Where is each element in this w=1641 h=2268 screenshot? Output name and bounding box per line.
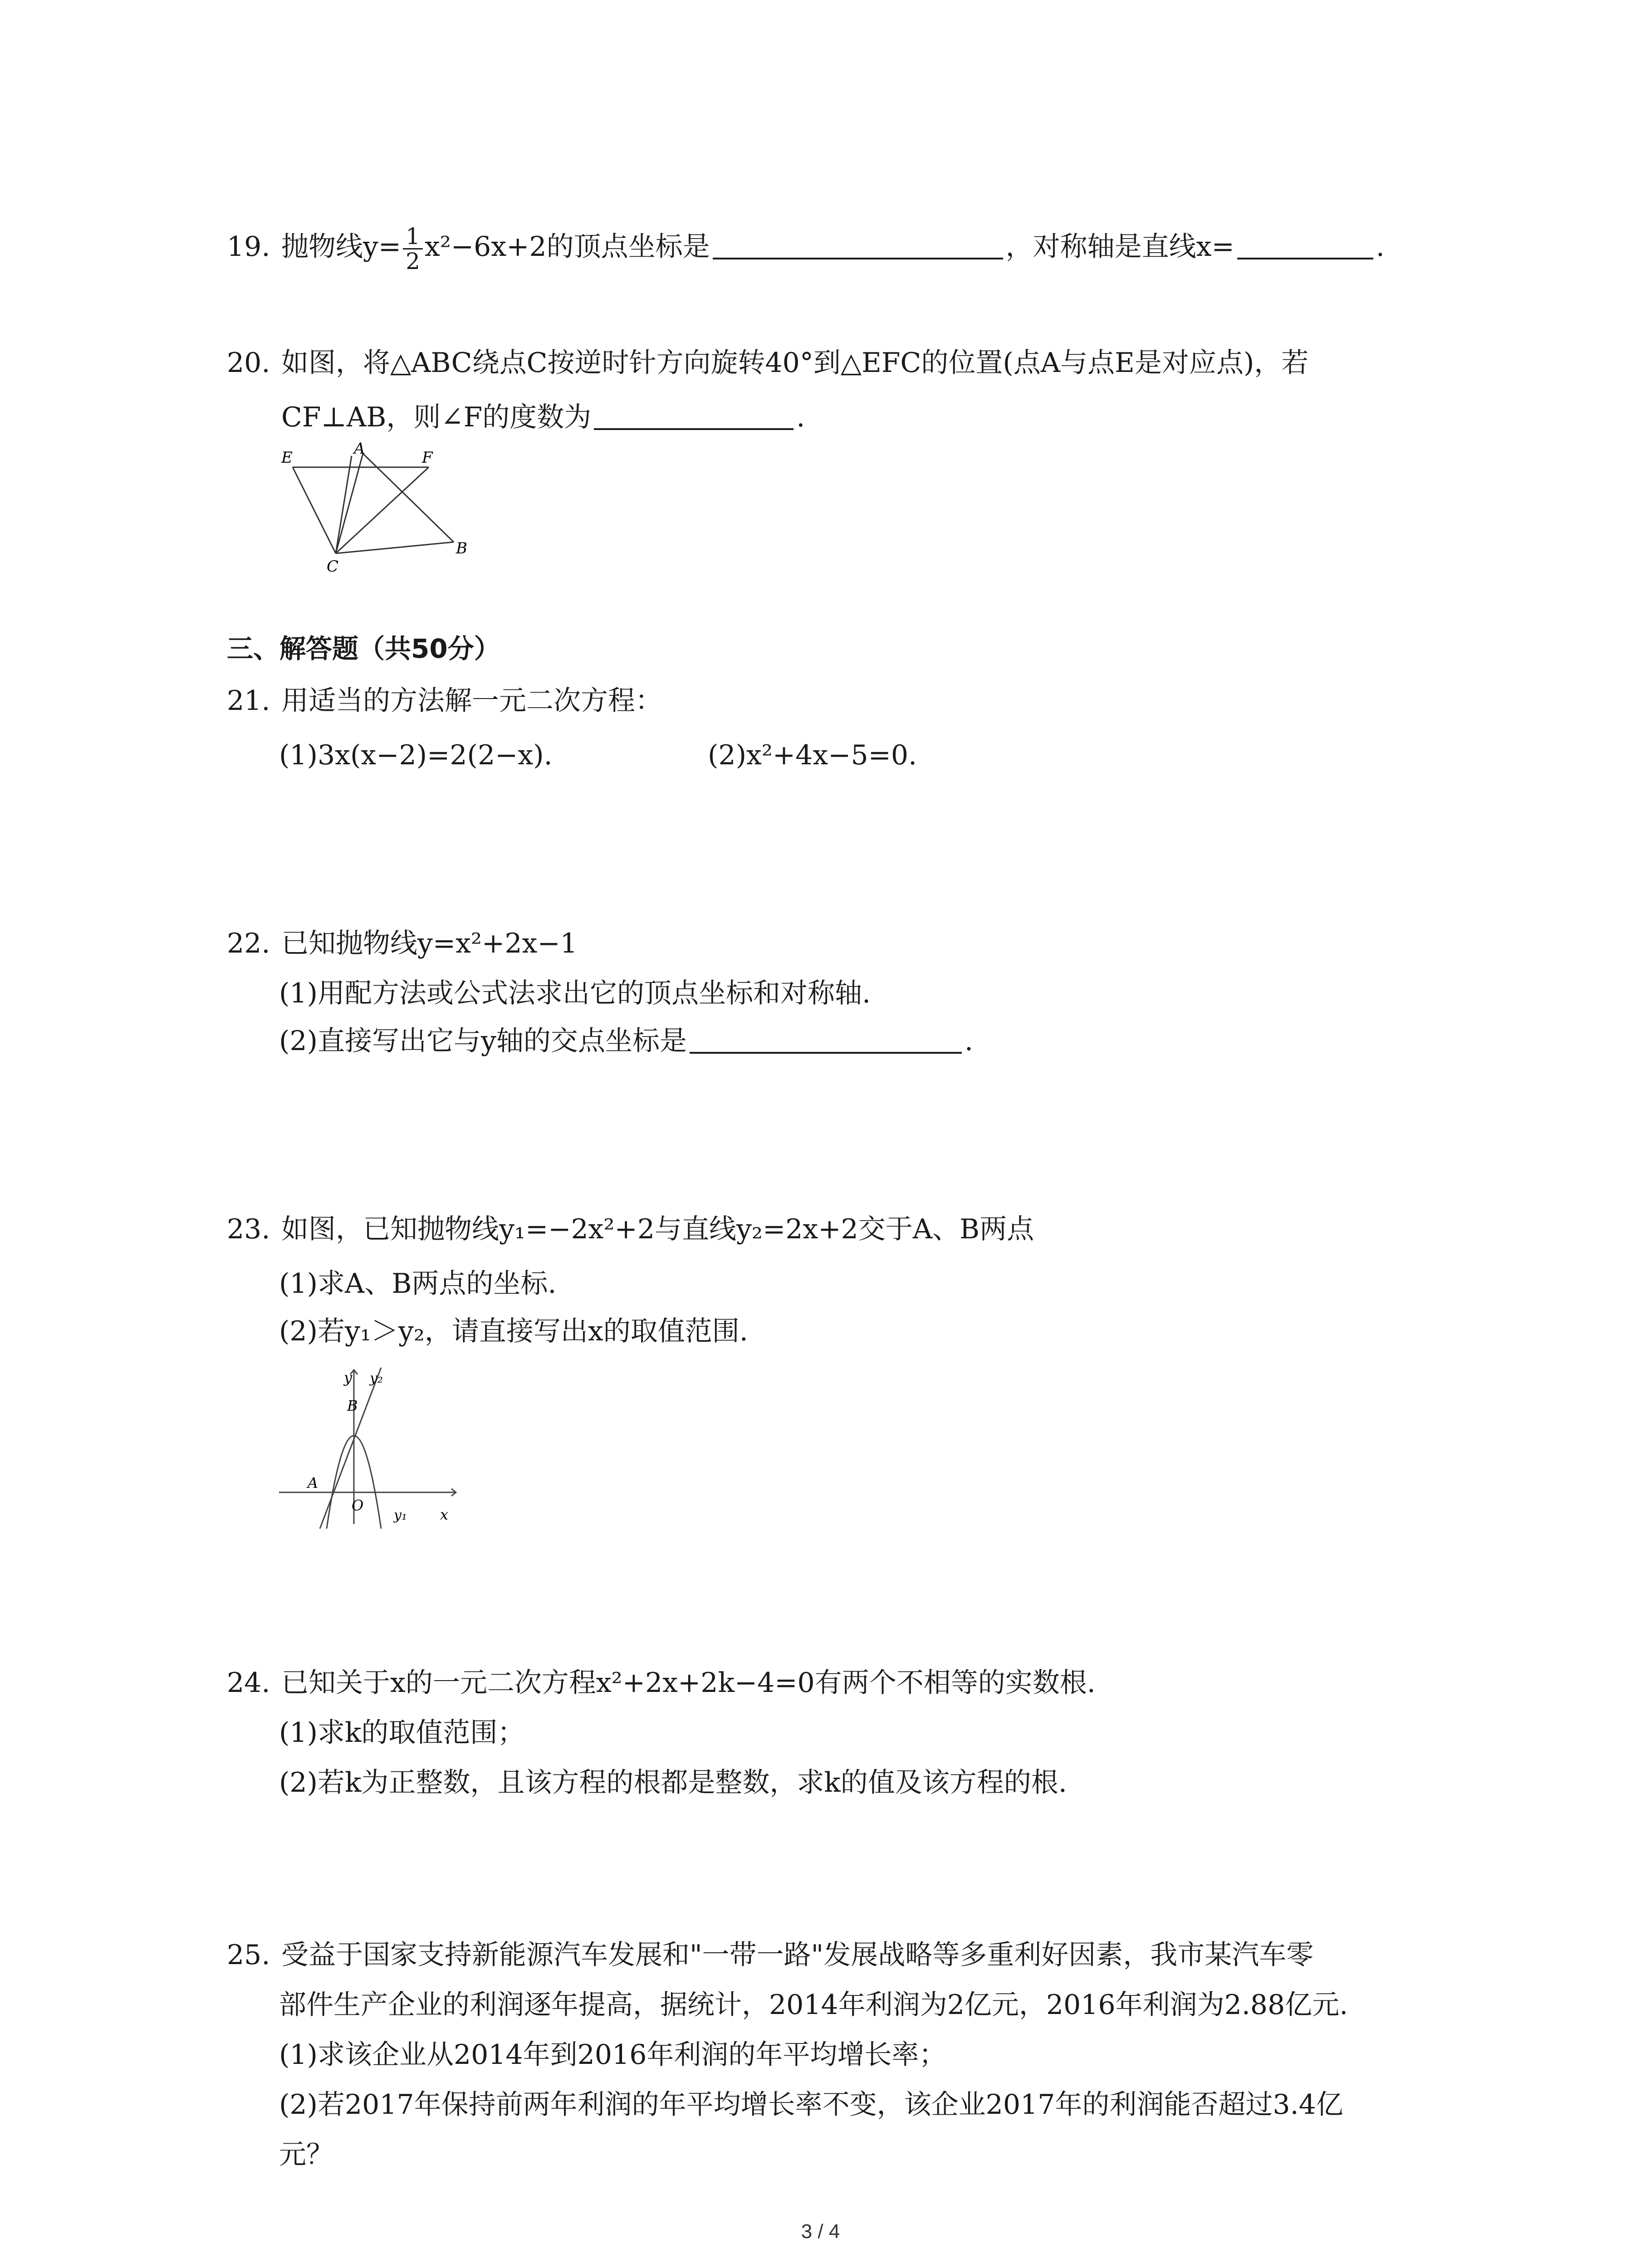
question-22: 22. 已知抛物线y=x²+2x−1 [227,925,578,962]
question-24: 24. 已知关于x的一元二次方程x²+2x+2k−4=0有两个不相等的实数根. [227,1665,1096,1701]
answer-blank[interactable] [594,401,794,430]
fraction-one-half: $\frac{1}{2}$ [403,225,423,273]
question-number: 22. [227,928,270,959]
label-y2: y₂ [370,1370,383,1386]
answer-blank[interactable] [690,1025,962,1054]
question-24-part2: (2)若k为正整数，且该方程的根都是整数，求k的值及该方程的根. [279,1767,1067,1799]
section-heading: 三、解答题（共50分） [227,633,500,664]
question-25-line2: 部件生产企业的利润逐年提高，据统计，2014年利润为2亿元，2016年利润为2.88亿元. [279,1989,1348,2021]
parabola-line-figure [277,1361,467,1533]
question-23: 23. 如图，已知抛物线y₁=−2x²+2与直线y₂=2x+2交于A、B两点 [227,1211,1034,1247]
question-number: 21. [227,685,270,717]
question-21-part1: (1)3x(x−2)=2(2−x). [279,739,553,771]
question-22-part1: (1)用配方法或公式法求出它的顶点坐标和对称轴. [279,978,871,1009]
label-y: y [344,1369,353,1386]
label-C: C [327,557,339,576]
question-number: 24. [227,1667,270,1699]
label-y1: y₁ [394,1507,407,1523]
question-20-line1: 20. 如图，将△ABC绕点C按逆时针方向旋转40°到△EFC的位置(点A与点E是对应点)，若 [227,345,1308,381]
question-number: 20. [227,347,270,379]
question-25-part1: (1)求该企业从2014年到2016年利润的年平均增长率； [279,2039,946,2071]
triangle-rotation-figure [272,440,481,576]
question-21: 21. 用适当的方法解一元二次方程： [227,683,662,719]
label-B: B [456,539,467,557]
label-E: E [281,449,293,467]
question-number: 23. [227,1213,270,1245]
page-number: 3 / 4 [801,2220,840,2243]
label-O: O [352,1497,364,1514]
label-x: x [440,1506,449,1523]
label-B: B [347,1397,358,1414]
question-22-part2: (2)直接写出它与y轴的交点坐标是 . [279,1025,973,1057]
label-A: A [308,1474,318,1491]
question-25-part2: (2)若2017年保持前两年利润的年平均增长率不变，该企业2017年的利润能否超过3.4亿 [279,2089,1343,2121]
question-number: 19. [227,231,270,263]
question-23-part2: (2)若y₁＞y₂，请直接写出x的取值范围. [279,1315,748,1347]
question-24-part1: (1)求k的取值范围； [279,1717,525,1749]
question-25-line1: 25. 受益于国家支持新能源汽车发展和"一带一路"发展战略等多重利好因素，我市某汽车零 [227,1937,1313,1973]
q19-after: ，对称轴是直线x= [1005,231,1234,263]
q19-mid: x²−6x+2的顶点坐标是 [424,231,710,263]
question-number: 25. [227,1939,270,1971]
answer-blank[interactable] [713,230,1003,259]
q19-prefix: 抛物线y= [281,231,402,263]
question-23-part1: (1)求A、B两点的坐标. [279,1268,557,1300]
question-20-line2: CF⊥AB，则∠F的度数为 . [281,401,805,433]
question-21-part2: (2)x²+4x−5=0. [708,739,917,771]
label-A: A [354,440,365,458]
question-25-part3: 元？ [279,2139,333,2170]
answer-blank[interactable] [1237,230,1373,259]
label-F: F [422,449,433,467]
question-19: 19. 抛物线y= $\frac{1}{2}$ x²−6x+2的顶点坐标是 ，对称轴是直线x= . [227,223,1385,274]
